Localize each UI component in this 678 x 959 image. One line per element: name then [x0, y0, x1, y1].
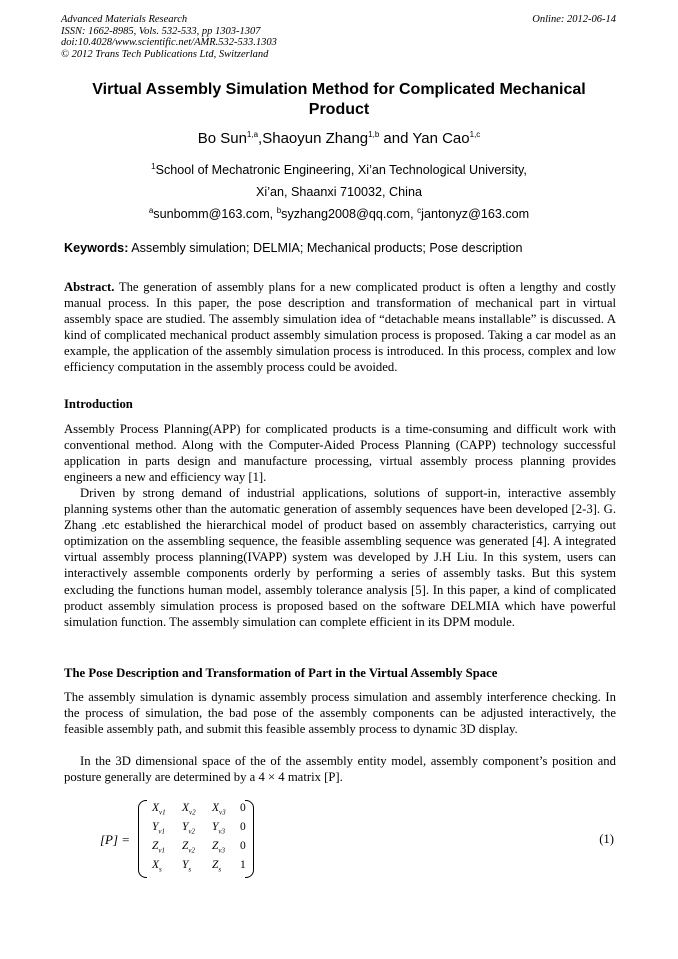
paper-title: Virtual Assembly Simulation Method for Complicated Mechanical Product: [92, 81, 586, 118]
issn: ISSN: 1662-8985, Vols. 532-533, pp 1303-1307: [61, 25, 261, 37]
matrix-cell-subscript: v2: [188, 827, 196, 836]
matrix-cell: 0: [240, 802, 246, 814]
matrix-cell: $Y_s$: [182, 859, 192, 874]
matrix-cell-subscript: v2: [189, 808, 196, 817]
matrix-cell-subscript: v1: [158, 827, 166, 836]
affiliation-line-2: Xi’an, Shaanxi 710032, China: [256, 185, 422, 199]
email-line: [0, 207, 678, 221]
author-name: Yan Cao: [412, 130, 470, 147]
section-heading-pose: The Pose Description and Transformation of Part in the Virtual Assembly Space: [64, 666, 498, 680]
matrix-cell: $X_{v2}$: [182, 802, 196, 817]
matrix-cell-subscript: s: [218, 865, 222, 874]
matrix-cell: $Z_s$: [212, 859, 222, 874]
email-mark: b: [276, 205, 282, 215]
email-mark: a: [148, 205, 154, 215]
abstract-text: The generation of assembly plans for a new complicated product is often a lengthy and costly manual process. In this paper, the pose description and transformation of mechanical part in virtual assembly space are studied. The assembly simulation idea of “detachable means installable” is discussed. A kind of complicated mechanical product assembly simulation process is proposed. Taking a car model as an example, the application of the assembly simulation process is introduced. In this process, complex and low efficiency computation in the assembly process could be avoided.: [64, 280, 616, 375]
matrix-cell: 0: [240, 821, 246, 833]
matrix-cell-subscript: s: [159, 865, 162, 874]
matrix-cell: $Y_{v3}$: [212, 821, 226, 836]
author-affiliation-mark: 1,a: [246, 130, 259, 139]
matrix-cell: 0: [240, 840, 246, 852]
affiliation-text: School of Mechatronic Engineering, Xi’an Technological University,: [155, 163, 527, 177]
author-name: Shaoyun Zhang: [262, 130, 369, 147]
matrix-cell-subscript: v1: [159, 808, 166, 817]
email-link[interactable]: sunbomm@163.com,: [153, 207, 277, 221]
pose-matrix: [138, 800, 254, 880]
matrix-cell: $Z_{v1}$: [152, 840, 166, 855]
equation-lhs: [P] =: [100, 832, 131, 847]
email-link[interactable]: jantonyz@163.com: [421, 207, 530, 221]
matrix-right-bracket: [245, 800, 254, 878]
email-mark: c: [417, 205, 422, 215]
online-date: Online: 2012-06-14: [532, 14, 616, 25]
matrix-cell: $Y_{v2}$: [182, 821, 196, 836]
affiliation-mark: 1: [151, 161, 156, 171]
author-conjunction: and: [379, 130, 413, 147]
matrix-cell: $X_s$: [152, 859, 162, 874]
matrix-cell: $Z_{v2}$: [182, 840, 196, 855]
matrix-cell: $X_{v3}$: [212, 802, 226, 817]
matrix-cell-subscript: v3: [219, 808, 226, 817]
keywords: [64, 241, 616, 255]
keywords-text: Assembly simulation; DELMIA; Mechanical products; Pose description: [128, 241, 523, 255]
keywords-label: Keywords:: [64, 241, 129, 255]
matrix-left-bracket: [138, 800, 147, 878]
abstract: [64, 279, 616, 376]
abstract-label: Abstract.: [64, 280, 115, 294]
section2-paragraph-2: In the 3D dimensional space of the of the assembly entity model, assembly component’s position and posture generally are determined by a 4 × 4 matrix [P].: [64, 754, 616, 785]
matrix-cell: $X_{v1}$: [152, 802, 166, 817]
matrix-cell-subscript: v2: [188, 846, 196, 855]
running-header: [61, 14, 616, 60]
copyright: © 2012 Trans Tech Publications Ltd, Switzerland: [61, 48, 269, 60]
journal-name: Advanced Materials Research: [61, 14, 188, 25]
matrix-cell-subscript: s: [188, 865, 192, 874]
section-heading-introduction: Introduction: [64, 397, 133, 411]
equation-number: (1): [599, 832, 614, 846]
section2-paragraph-1: The assembly simulation is dynamic assembly process simulation and assembly interference checking. In the process of simulation, the bad pose of the assembly components can be adjusted interactively, the feasible assembly path, and submit this feasible assembly process to dynamic 3D display.: [64, 690, 616, 737]
intro-paragraph-1: Assembly Process Planning(APP) for complicated products is a time-consuming and difficult work with conventional method. Along with the Computer-Aided Process Planning (CAPP) technology successful application in parts design and manufacture processing, virtual assembly process planning provides engineers a new and efficiency way [1].: [64, 422, 616, 485]
author-affiliation-mark: 1,b: [368, 130, 380, 139]
matrix-cell: $Y_{v1}$: [152, 821, 166, 836]
matrix-cell-subscript: v3: [218, 846, 226, 855]
author-name: Bo Sun: [197, 130, 247, 147]
matrix-cell-subscript: v3: [218, 827, 226, 836]
doi: doi:10.4028/www.scientific.net/AMR.532-533.1303: [61, 37, 277, 49]
author-list: Bo Sun$^{1,a}$,Shaoyun Zhang$^{1,b}$ and Yan Cao$^{1,c}$: [197, 130, 481, 147]
matrix-cell: 1: [240, 859, 246, 871]
email-link[interactable]: syzhang2008@qq.com,: [281, 207, 418, 221]
author-affiliation-mark: 1,c: [469, 130, 481, 139]
intro-paragraph-2: Driven by strong demand of industrial applications, solutions of support-in, interactive assembly planning systems other than the automatic generation of assembly sequences have been developed [2-3]. G. Zhang .etc established the hierarchical model of product based on assembly characteristics, carrying out optimization on the assembling sequence, the feasible assembling sequence was generated [4]. A integrated virtual assembly process planning(IVAPP) system was developed by J.H Liu. In this system, users can interactively assemble components orderly by performing a series of assembly tasks. But this system excluding the functions human model, assembly tolerance analysis [5]. In this paper, a kind of complicated product assembly simulation process is proposed based on the software DELMIA which have powerful simulation function. The assembly simulation can complete efficient in its DPM module.: [64, 486, 616, 629]
affiliation-line-1: [0, 163, 678, 177]
matrix-cell-subscript: v1: [158, 846, 166, 855]
matrix-cell: $Z_{v3}$: [212, 840, 226, 855]
